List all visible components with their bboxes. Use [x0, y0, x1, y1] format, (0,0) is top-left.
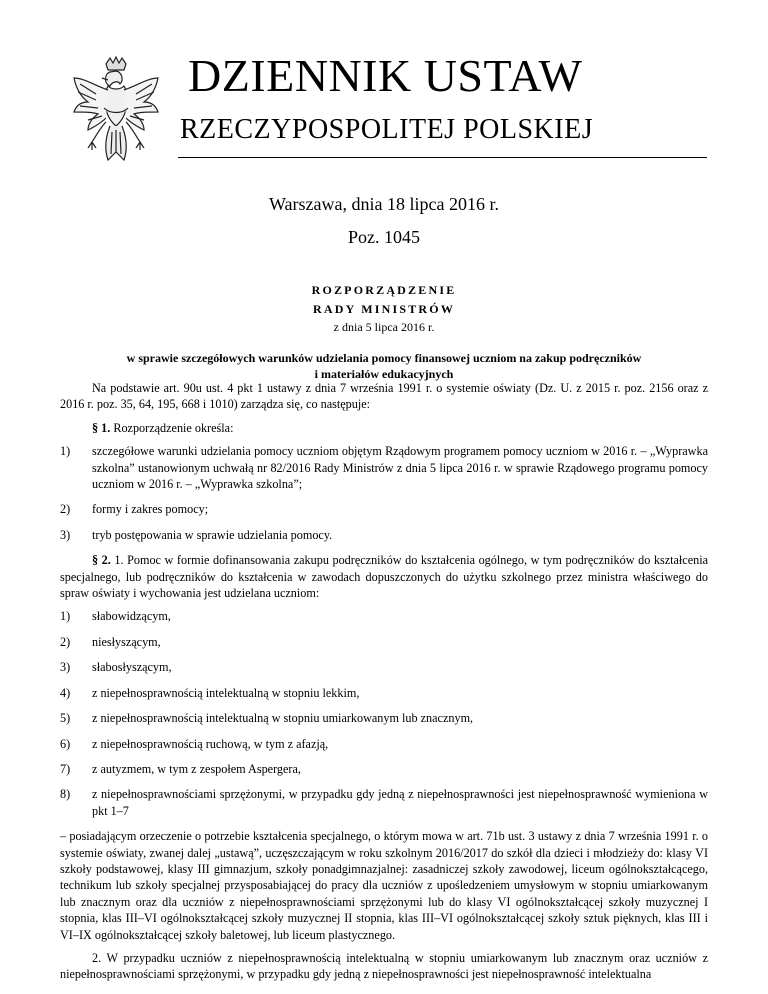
act-subject-line-1: w sprawie szczegółowych warunków udzielania pomocy finansowej uczniom na zakup podręczników [126, 351, 642, 365]
section-1 [60, 420, 708, 436]
header-divider [178, 157, 707, 158]
list-item-text: z niepełnosprawnością ruchową, w tym z afazją, [92, 736, 329, 751]
list-item [60, 736, 708, 752]
list-item-number: 2) [60, 502, 71, 517]
list-item-number: 7) [60, 761, 71, 776]
journal-title: DZIENNIK USTAW [188, 50, 583, 101]
preamble: Na podstawie art. 90u ust. 4 pkt 1 ustawy z dnia 7 września 1991 r. o systemie oświaty (Dz. U. z 2015 r. poz. 2156 oraz z 2016 r. poz. 35, 64, 195, 668 i 1010) zarządza się, co następuje: [60, 381, 708, 412]
list-item [60, 761, 708, 777]
act-issuer: RADY MINISTRÓW [312, 302, 456, 316]
section-2-text: 1. Pomoc w formie dofinansowania zakupu podręczników do kształcenia ogólnego, w tym podręczników do kształcenia specjalnego, lub podręczników do kształcenia w zawodach dopuszczonych do użytku szkolnego przez ministra właściwego do spraw oświaty i wychowania jest udzielana uczniom: [60, 553, 708, 601]
list-item [60, 685, 708, 701]
list-item [60, 608, 708, 624]
list-item-text: szczegółowe warunki udzielania pomocy uczniom objętym Rządowym programem pomocy uczniom w 2016 r. – „Wyprawka szkolna” ustanowionym uchwałą nr 82/2016 Rady Ministrów z dnia 5 lipca 2016 r. w sprawie Rządowego programu pomocy uczniom w 2016 r. – „Wyprawka szkolna”; [92, 444, 708, 492]
list-item [60, 710, 708, 726]
section-2-continuation: – posiadającym orzeczenie o potrzebie kształcenia specjalnego, o którym mowa w art. 71b ust. 3 ustawy z dnia 7 września 1991 r. o systemie oświaty, zwanej dalej „ustawą”, uczęszczającym w roku szkolnym 2016/2017 do szkół dla dzieci i młodzieży do: klasy VI szkoły podstawowej, klasy III gimnazjum, szkoły ponadgimnazjalnej: zasadniczej szkoły zawodowej, liceum ogólnokształcącego, technikum lub szkoły specjalnej przysposabiającej do pracy dla uczniów z upośledzeniem umysłowym w stopniu umiarkowanym lub znacznym oraz dla uczniów z niepełnosprawnościami sprzężonymi lub do klasy VI ogólnokształcącej szkoły muzycznej I stopnia, klas III–VI ogólnokształcącej szkoły muzycznej II stopnia, klas III–VI ogólnokształcącej szkoły sztuk pięknych, klas III i VI–IX ogólnokształcącej szkoły baletowej, lub liceum plastycznego. [60, 829, 708, 942]
act-subject-line-2: i materiałów edukacyjnych [314, 367, 454, 381]
list-item-text: słabowidzącym, [92, 609, 171, 624]
list-item-text: tryb postępowania w sprawie udzielania pomocy. [92, 527, 333, 542]
list-item [60, 659, 708, 675]
list-item-text: z autyzmem, w tym z zespołem Aspergera, [92, 761, 301, 776]
act-subject [60, 350, 708, 382]
list-item-number: 5) [60, 711, 71, 726]
list-item-number: 2) [60, 634, 71, 649]
section-2-paragraph-2: 2. W przypadku uczniów z niepełnosprawnością intelektualną w stopniu umiarkowanym lub znacznym oraz uczniów z niepełnosprawnościami sprzężonymi, w przypadku gdy jedną z niepełnosprawności jest niepełnosprawność intelektualna [60, 950, 708, 982]
section-1-label: § 1. [92, 420, 111, 435]
list-item-text: niesłyszącym, [92, 634, 161, 649]
list-item [60, 501, 708, 517]
polish-eagle-emblem-icon [66, 56, 166, 180]
list-item-number: 1) [60, 444, 71, 459]
act-type: ROZPORZĄDZENIE [311, 283, 457, 297]
act-body [60, 380, 708, 990]
publication-position: Poz. 1045 [348, 227, 420, 247]
list-item-number: 8) [60, 787, 71, 802]
list-item-text: z niepełnosprawnościami sprzężonymi, w przypadku gdy jedną z niepełnosprawności jest niepełnosprawność wymieniona w pkt 1–7 [92, 787, 708, 818]
section-2-label: § 2. [92, 553, 111, 568]
list-item [60, 634, 708, 650]
section-1-list [60, 443, 708, 543]
list-item-number: 3) [60, 527, 71, 542]
list-item-number: 6) [60, 736, 71, 751]
list-item [60, 527, 708, 543]
journal-subtitle: RZECZYPOSPOLITEJ POLSKIEJ [180, 114, 594, 145]
list-item-text: formy i zakres pomocy; [92, 502, 209, 517]
list-item-number: 1) [60, 609, 71, 624]
list-item-text: z niepełnosprawnością intelektualną w stopniu umiarkowanym lub znacznym, [92, 711, 474, 726]
publication-date: Warszawa, dnia 18 lipca 2016 r. [269, 194, 499, 214]
section-1-text: Rozporządzenie określa: [113, 420, 234, 435]
list-item [60, 786, 708, 819]
section-2 [60, 552, 708, 601]
list-item-text: z niepełnosprawnością intelektualną w stopniu lekkim, [92, 685, 360, 700]
section-2-list [60, 608, 708, 819]
list-item-text: słabosłyszącym, [92, 660, 172, 675]
list-item [60, 443, 708, 492]
list-item-number: 3) [60, 660, 71, 675]
act-date: z dnia 5 lipca 2016 r. [333, 320, 435, 334]
list-item-number: 4) [60, 685, 71, 700]
